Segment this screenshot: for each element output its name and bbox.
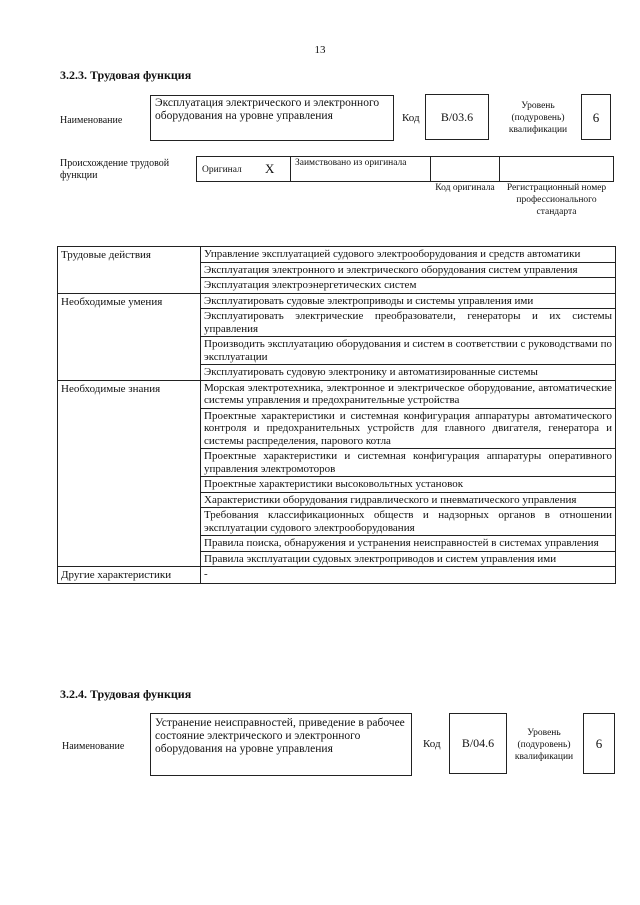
item-cell: Управление эксплуатацией судового электрооборудования и средств автоматики: [201, 247, 616, 263]
section-title-3-2-4: 3.2.4. Трудовая функция: [60, 687, 192, 701]
code-box: [425, 94, 489, 140]
item-cell: Эксплуатация электроэнергетических систем: [201, 278, 616, 294]
labor-function-table: [57, 246, 616, 584]
code-value-2: B/04.6: [461, 736, 495, 750]
original-mark: X: [265, 161, 275, 176]
name-label-2: Наименование: [62, 741, 125, 752]
section-title-3-2-3: 3.2.3. Трудовая функция: [60, 68, 192, 82]
table-row: [58, 247, 616, 263]
item-cell: Эксплуатировать электрические преобразователи, генераторы и их системы управления: [201, 309, 616, 337]
level-box: [581, 94, 611, 140]
function-name-box-2: [150, 713, 412, 776]
item-cell: Морская электротехника, электронное и электрическое оборудование, автоматические системы управления и предохранительные устройства: [201, 380, 616, 408]
level-label-2: Уровень (подуровень) квалификации: [514, 728, 574, 762]
item-cell: Эксплуатация электронного и электрического оборудования систем управления: [201, 262, 616, 278]
category-cell: Другие характеристики: [58, 567, 201, 584]
original-label: Оригинал: [202, 165, 242, 175]
reg-number-cell: [499, 156, 614, 182]
item-cell: Правила эксплуатации судовых электроприводов и систем управления ими: [201, 551, 616, 567]
item-cell: Правила поиска, обнаружения и устранения неисправностей в системах управления: [201, 536, 616, 552]
borrowed-label: Заимствовано из оригинала: [295, 158, 407, 168]
function-name-value: Эксплуатация электрического и электронного оборудования на уровне управления: [155, 97, 380, 122]
table-row: [58, 380, 616, 408]
table-row: [58, 567, 616, 584]
level-box-2: [583, 713, 615, 774]
item-cell: Проектные характеристики высоковольтных установок: [201, 477, 616, 493]
level-value: 6: [592, 109, 600, 125]
item-cell: Эксплуатировать судовую электронику и автоматизированные системы: [201, 365, 616, 381]
item-cell: Требования классификационных обществ и надзорных органов в отношении эксплуатации судового электрооборудования: [201, 508, 616, 536]
code-original-caption: Код оригинала: [435, 183, 495, 193]
table-row: [58, 293, 616, 309]
origin-label: Происхождение трудовой функции: [60, 158, 170, 181]
item-cell: Проектные характеристики и системная конфигурация аппаратуры автоматического контроля и предохранительных устройств для главного двигателя, генератора и системы распределения, парового котла: [201, 408, 616, 449]
page-number: 13: [314, 44, 326, 56]
item-cell: Эксплуатировать судовые электроприводы и системы управления ими: [201, 293, 616, 309]
category-cell: Необходимые умения: [58, 293, 201, 380]
category-cell: Необходимые знания: [58, 380, 201, 567]
name-label: Наименование: [60, 115, 123, 126]
code-label: Код: [402, 112, 420, 124]
reg-number-caption: Регистрационный номер профессионального стандарта: [506, 183, 607, 217]
level-label: Уровень (подуровень) квалификации: [508, 101, 568, 135]
borrowed-cell: [290, 156, 431, 182]
item-cell: Производить эксплуатацию оборудования и систем в соответствии с руководствами по эксплуатации: [201, 337, 616, 365]
item-cell: Проектные характеристики и системная конфигурация аппаратуры оперативного управления электромоторов: [201, 449, 616, 477]
original-cell: [196, 156, 291, 182]
category-cell: Трудовые действия: [58, 247, 201, 294]
code-box-2: [449, 713, 507, 774]
code-label-2: Код: [423, 738, 441, 750]
item-cell: -: [201, 567, 616, 584]
level-value-2: 6: [595, 736, 603, 751]
function-name-value-2: Устранение неисправностей, приведение в рабочее состояние электрического и электронного оборудования на уровне управления: [155, 717, 405, 755]
code-value: B/03.6: [440, 109, 474, 124]
code-original-cell: [430, 156, 500, 182]
function-name-box: [150, 95, 394, 141]
item-cell: Характеристики оборудования гидравлического и пневматического управления: [201, 492, 616, 508]
